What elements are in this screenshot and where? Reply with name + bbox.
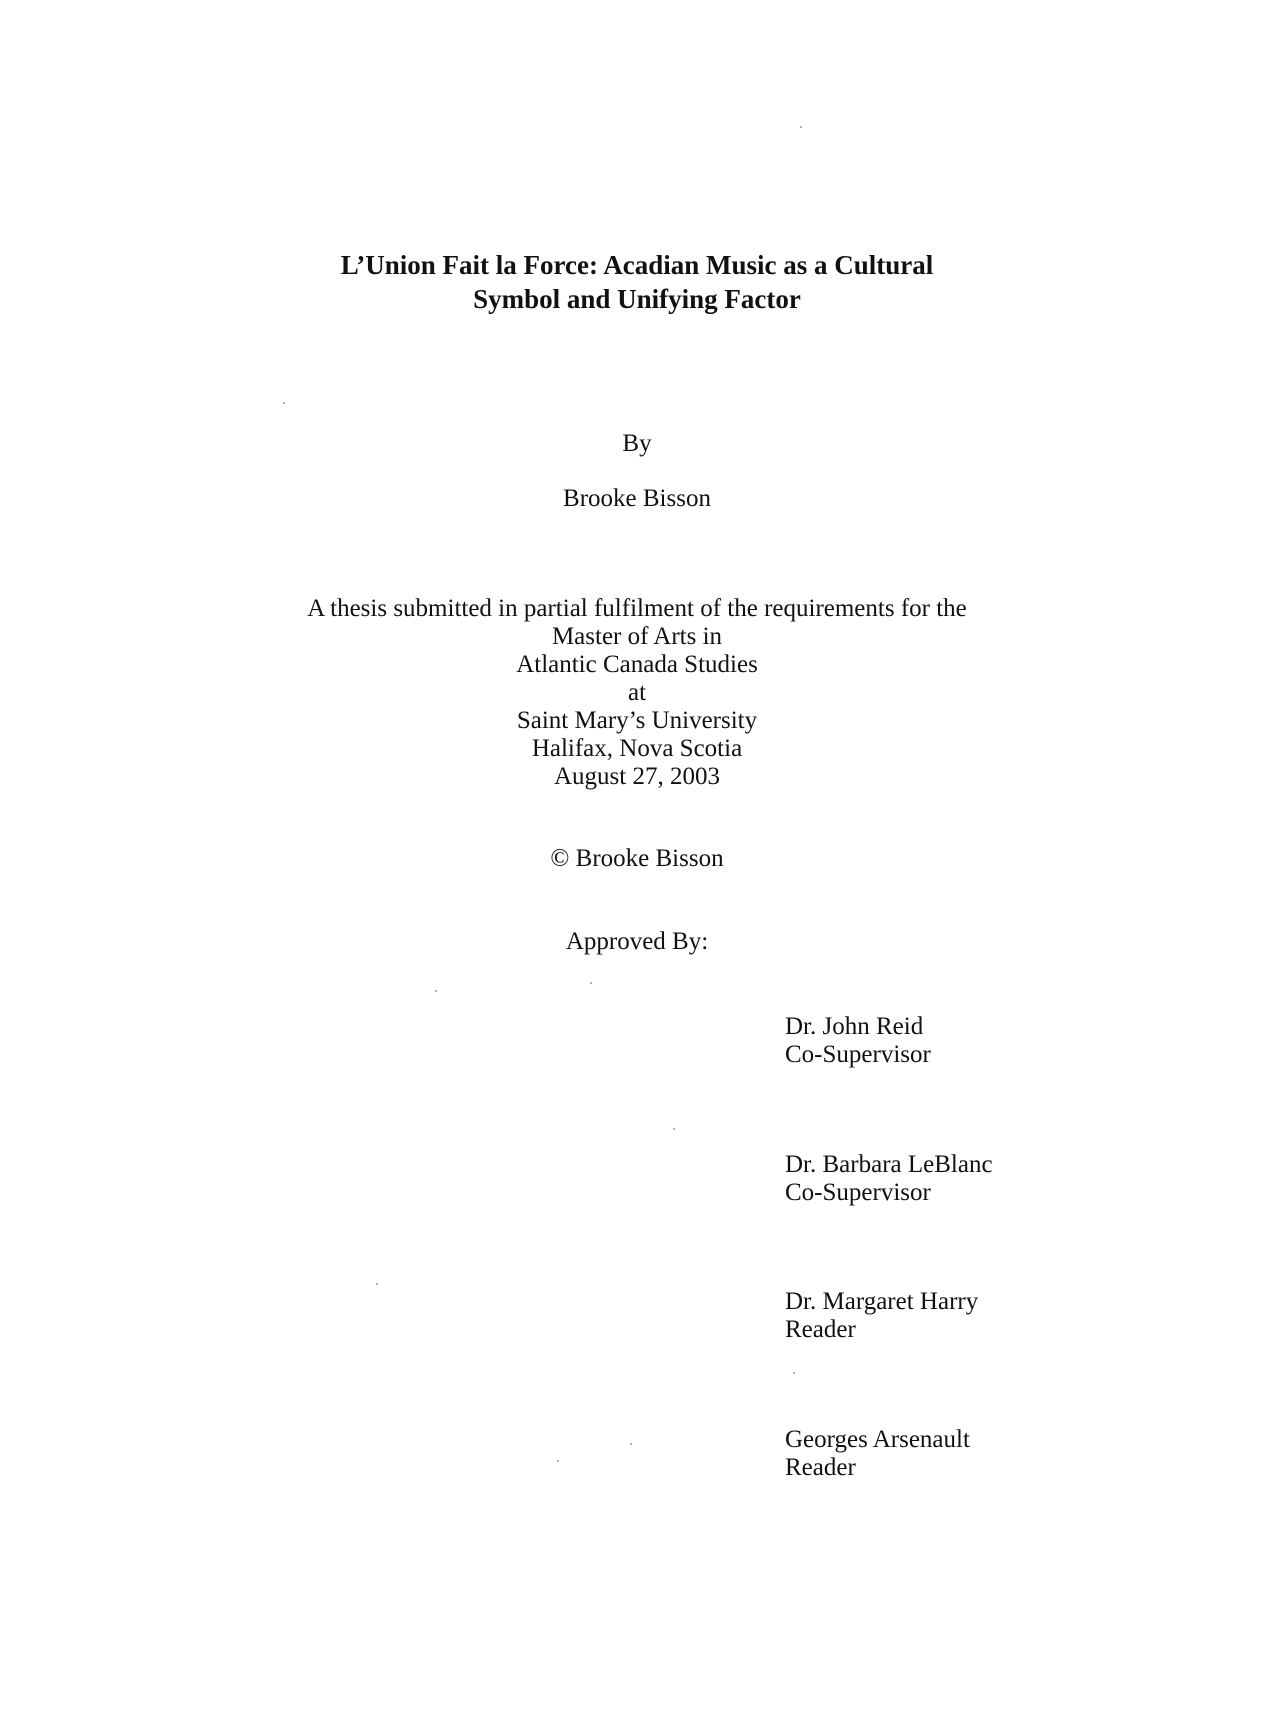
committee-member-name: Dr. Barbara LeBlanc (785, 1151, 993, 1178)
committee-member-role: Co-Supervisor (785, 1179, 931, 1206)
scan-speck (376, 1283, 378, 1285)
scan-speck (590, 982, 592, 984)
degree-name: Master of Arts in (551, 623, 723, 650)
committee-member-name: Dr. Margaret Harry (785, 1288, 979, 1315)
committee-member (785, 1426, 970, 1482)
university-name: Saint Mary’s University (516, 707, 758, 734)
committee-member-name: Georges Arsenault (785, 1426, 970, 1453)
scan-speck (793, 1372, 795, 1374)
statement-line: A thesis submitted in partial fulfilment of the requirements for the (307, 595, 967, 622)
scan-speck (673, 1128, 675, 1130)
author-name: Brooke Bisson (563, 485, 711, 512)
scan-speck (557, 1460, 559, 1462)
location: Halifax, Nova Scotia (531, 735, 743, 762)
statement-at: at (627, 679, 647, 706)
committee-member-role: Reader (785, 1454, 856, 1481)
approved-by-label: Approved By: (565, 928, 709, 955)
committee-member-name: Dr. John Reid (785, 1013, 924, 1040)
by-label: By (622, 430, 652, 457)
committee-member-role: Co-Supervisor (785, 1041, 931, 1068)
degree-statement (0, 595, 1274, 791)
committee-member (785, 1013, 931, 1069)
committee-member (785, 1288, 978, 1344)
scan-speck (630, 1443, 632, 1445)
copyright-notice: © Brooke Bisson (550, 845, 724, 872)
committee-member-role: Reader (785, 1316, 856, 1343)
scan-speck (800, 126, 802, 128)
scan-speck (283, 402, 285, 404)
program-name: Atlantic Canada Studies (516, 651, 758, 678)
committee-member (785, 1151, 993, 1207)
submission-date: August 27, 2003 (554, 763, 720, 790)
scan-speck (435, 990, 437, 992)
thesis-title-line-1: L’Union Fait la Force: Acadian Music as a Cultural (340, 250, 934, 280)
thesis-title (0, 248, 1274, 316)
thesis-title-line-2: Symbol and Unifying Factor (473, 284, 801, 314)
